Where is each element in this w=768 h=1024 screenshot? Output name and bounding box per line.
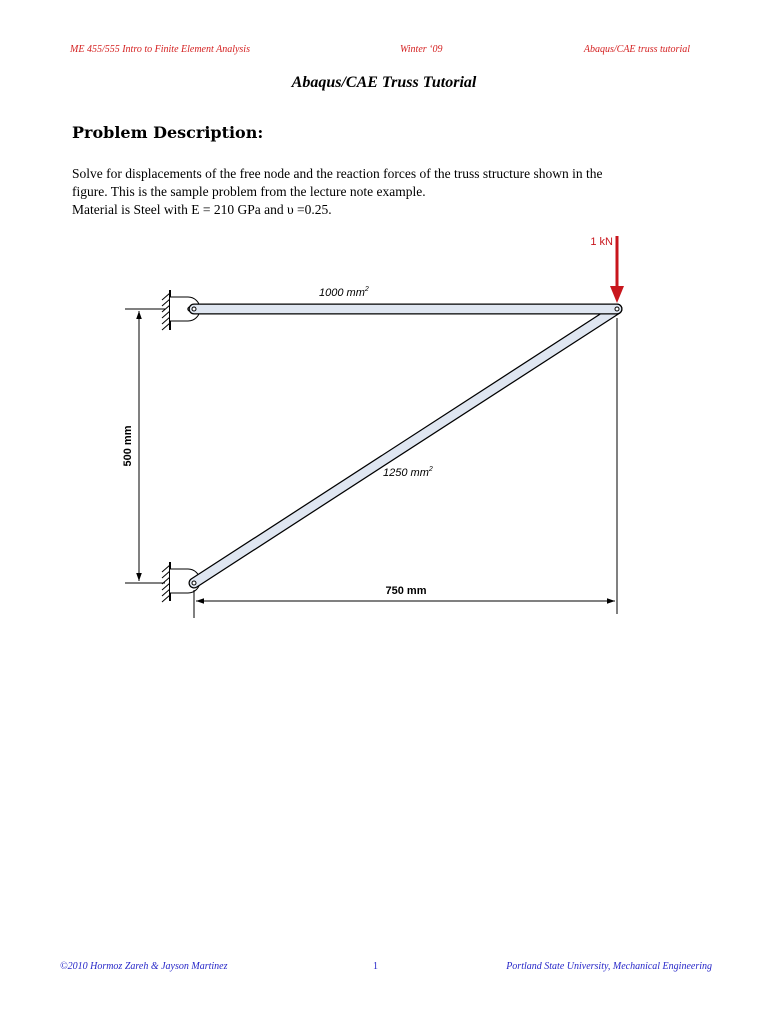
load-label: 1 kN — [590, 236, 613, 248]
section-heading: Problem Description: — [72, 123, 264, 142]
top-left-pin — [192, 307, 196, 311]
description-line-3: Material is Steel with E = 210 GPa and υ =0.25. — [72, 202, 332, 217]
header-course: ME 455/555 Intro to Finite Element Analysis — [70, 44, 250, 55]
description-line-2: figure. This is the sample problem from the lecture note example. — [72, 184, 426, 199]
footer-authors: ©2010 Hormoz Zareh & Jayson Martinez — [60, 961, 228, 972]
diagonal-member-area-label: 1250 $mm^2$ — [383, 466, 433, 479]
header-tutorial: Abaqus/CAE truss tutorial — [583, 44, 690, 55]
footer-institution: Portland State University, Mechanical Engineering — [506, 961, 712, 972]
diagonal-member — [194, 309, 617, 583]
bottom-left-pin — [192, 581, 196, 585]
footer-page-number: 1 — [373, 961, 378, 972]
top-member-area-label: 1000 $mm^2$ — [319, 286, 369, 299]
height-label: 500 mm — [122, 425, 134, 467]
description-line-1: Solve for displacements of the free node and the reaction forces of the truss structure shown in the — [72, 166, 603, 181]
header-term: Winter ‘09 — [400, 44, 443, 55]
page-footer — [60, 961, 712, 975]
document-title: Abaqus/CAE Truss Tutorial — [291, 74, 477, 91]
free-node-pin — [615, 307, 619, 311]
width-label: 750 mm — [385, 585, 427, 597]
